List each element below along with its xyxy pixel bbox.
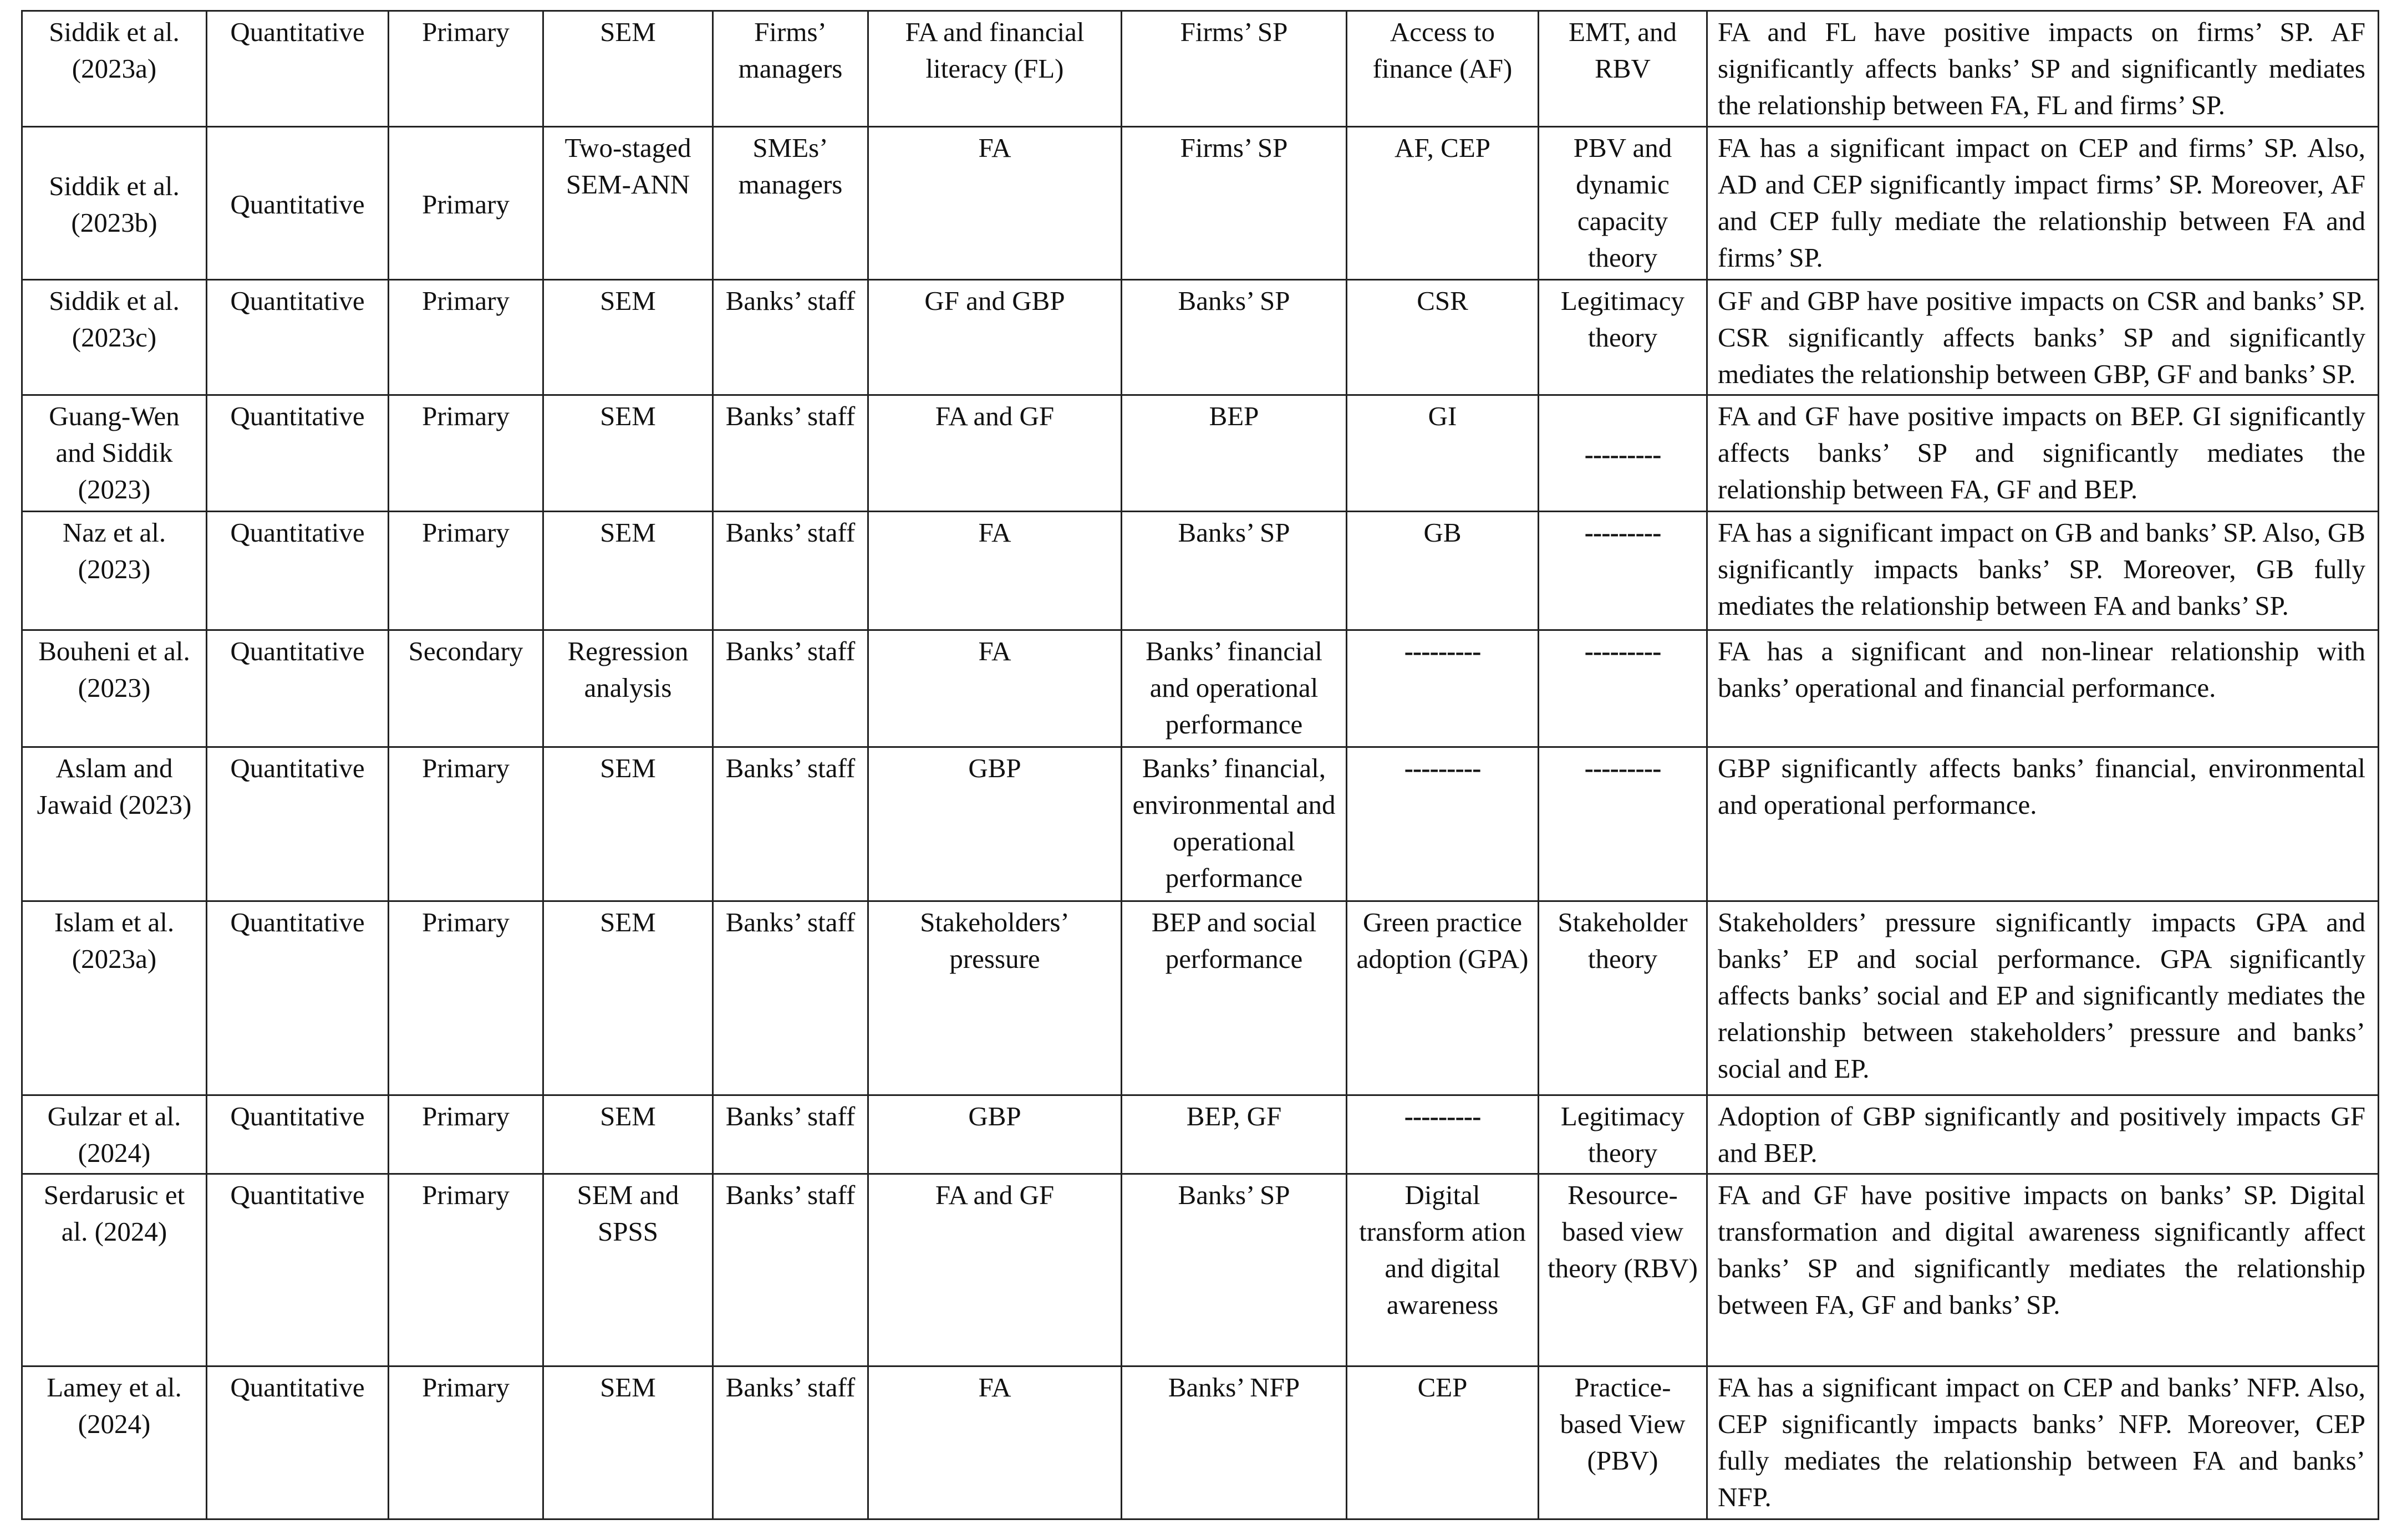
method-cell: SEM — [543, 901, 713, 1095]
study-cell: Gulzar et al. (2024) — [22, 1095, 207, 1174]
independent-variable-cell: FA and GF — [868, 395, 1122, 512]
table-row — [22, 901, 2379, 1095]
findings-cell: FA has a significant impact on CEP and firms’ SP. Also, AD and CEP significantly impact firms’ SP. Moreover, AF and CEP fully mediate the relationship between FA and firms’ SP. — [1707, 127, 2379, 280]
mediator-cell: GI — [1347, 395, 1539, 512]
dependent-variable-cell: BEP — [1122, 395, 1347, 512]
study-cell: Naz et al. (2023) — [22, 512, 207, 630]
method-cell: SEM — [543, 395, 713, 512]
findings-cell: FA and GF have positive impacts on BEP. GI significantly affects banks’ SP and significantly mediates the relationship between FA, GF and BEP. — [1707, 395, 2379, 512]
theory-cell: Practice-based View (PBV) — [1539, 1366, 1707, 1519]
mediator-cell: Access to finance (AF) — [1347, 11, 1539, 127]
independent-variable-cell: GBP — [868, 1095, 1122, 1174]
independent-variable-cell: FA and GF — [868, 1174, 1122, 1366]
study-cell: Serdarusic et al. (2024) — [22, 1174, 207, 1366]
sample-cell: Banks’ staff — [713, 395, 868, 512]
data-type-cell: Primary — [389, 11, 543, 127]
study-cell: Lamey et al. (2024) — [22, 1366, 207, 1519]
approach-cell: Quantitative — [207, 747, 389, 901]
table-row — [22, 1174, 2379, 1366]
sample-cell: Banks’ staff — [713, 512, 868, 630]
findings-cell: FA has a significant impact on GB and banks’ SP. Also, GB significantly impacts banks’ SP. Moreover, GB fully mediates the relationship between FA and banks’ SP. — [1707, 512, 2379, 630]
table-row — [22, 630, 2379, 747]
dependent-variable-cell: Banks’ financial and operational performance — [1122, 630, 1347, 747]
data-type-cell: Primary — [389, 1174, 543, 1366]
sample-cell: Banks’ staff — [713, 280, 868, 395]
dependent-variable-cell: Banks’ SP — [1122, 280, 1347, 395]
theory-cell: PBV and dynamic capacity theory — [1539, 127, 1707, 280]
findings-cell: GBP significantly affects banks’ financial, environmental and operational performance. — [1707, 747, 2379, 901]
independent-variable-cell: FA — [868, 1366, 1122, 1519]
mediator-cell: GB — [1347, 512, 1539, 630]
theory-cell: --------- — [1539, 395, 1707, 512]
findings-cell: GF and GBP have positive impacts on CSR and banks’ SP. CSR significantly affects banks’ SP and significantly mediates the relationship between GBP, GF and banks’ SP. — [1707, 280, 2379, 395]
sample-cell: Banks’ staff — [713, 1174, 868, 1366]
approach-cell: Quantitative — [207, 280, 389, 395]
study-cell: Bouheni et al. (2023) — [22, 630, 207, 747]
findings-cell: FA and GF have positive impacts on banks’ SP. Digital transformation and digital awareness significantly affect banks’ SP and significantly mediates the relationship between FA, GF and banks’ SP. — [1707, 1174, 2379, 1366]
study-cell: Islam et al. (2023a) — [22, 901, 207, 1095]
independent-variable-cell: GF and GBP — [868, 280, 1122, 395]
data-type-cell: Primary — [389, 280, 543, 395]
mediator-cell: CEP — [1347, 1366, 1539, 1519]
theory-cell: Stakeholder theory — [1539, 901, 1707, 1095]
sample-cell: Banks’ staff — [713, 630, 868, 747]
data-type-cell: Primary — [389, 1366, 543, 1519]
table-row — [22, 747, 2379, 901]
mediator-cell: Green practice adoption (GPA) — [1347, 901, 1539, 1095]
data-type-cell: Primary — [389, 395, 543, 512]
study-cell: Guang-Wen and Siddik (2023) — [22, 395, 207, 512]
theory-cell: --------- — [1539, 747, 1707, 901]
sample-cell: Banks’ staff — [713, 1366, 868, 1519]
data-type-cell: Secondary — [389, 630, 543, 747]
approach-cell: Quantitative — [207, 1095, 389, 1174]
dependent-variable-cell: Banks’ SP — [1122, 1174, 1347, 1366]
dependent-variable-cell: BEP, GF — [1122, 1095, 1347, 1174]
approach-cell: Quantitative — [207, 901, 389, 1095]
dependent-variable-cell: Banks’ NFP — [1122, 1366, 1347, 1519]
independent-variable-cell: FA — [868, 127, 1122, 280]
study-cell: Siddik et al. (2023c) — [22, 280, 207, 395]
dependent-variable-cell: Banks’ SP — [1122, 512, 1347, 630]
table-row — [22, 1095, 2379, 1174]
approach-cell: Quantitative — [207, 395, 389, 512]
method-cell: SEM and SPSS — [543, 1174, 713, 1366]
findings-cell: Stakeholders’ pressure significantly impacts GPA and banks’ EP and social performance. GPA significantly affects banks’ social and EP and significantly mediates the relationship between stakeholders’ pressure and banks’ social and EP. — [1707, 901, 2379, 1095]
independent-variable-cell: Stakeholders’ pressure — [868, 901, 1122, 1095]
mediator-cell: --------- — [1347, 747, 1539, 901]
data-type-cell: Primary — [389, 127, 543, 280]
mediator-cell: CSR — [1347, 280, 1539, 395]
dependent-variable-cell: BEP and social performance — [1122, 901, 1347, 1095]
independent-variable-cell: FA — [868, 630, 1122, 747]
mediator-cell: --------- — [1347, 630, 1539, 747]
study-cell: Siddik et al. (2023a) — [22, 11, 207, 127]
independent-variable-cell: GBP — [868, 747, 1122, 901]
method-cell: SEM — [543, 1095, 713, 1174]
sample-cell: Banks’ staff — [713, 747, 868, 901]
sample-cell: SMEs’ managers — [713, 127, 868, 280]
literature-review-table-container — [21, 10, 2378, 1520]
mediator-cell: AF, CEP — [1347, 127, 1539, 280]
theory-cell: EMT, and RBV — [1539, 11, 1707, 127]
theory-cell: --------- — [1539, 630, 1707, 747]
dependent-variable-cell: Firms’ SP — [1122, 11, 1347, 127]
method-cell: SEM — [543, 11, 713, 127]
independent-variable-cell: FA and financial literacy (FL) — [868, 11, 1122, 127]
table-row — [22, 127, 2379, 280]
table-row — [22, 280, 2379, 395]
table-row — [22, 512, 2379, 630]
method-cell: SEM — [543, 1366, 713, 1519]
sample-cell: Banks’ staff — [713, 1095, 868, 1174]
dependent-variable-cell: Firms’ SP — [1122, 127, 1347, 280]
data-type-cell: Primary — [389, 512, 543, 630]
sample-cell: Firms’ managers — [713, 11, 868, 127]
approach-cell: Quantitative — [207, 512, 389, 630]
study-cell: Siddik et al. (2023b) — [22, 127, 207, 280]
approach-cell: Quantitative — [207, 1366, 389, 1519]
findings-cell: FA has a significant and non-linear relationship with banks’ operational and financial performance. — [1707, 630, 2379, 747]
method-cell: Regression analysis — [543, 630, 713, 747]
data-type-cell: Primary — [389, 901, 543, 1095]
table-row — [22, 395, 2379, 512]
table-row — [22, 11, 2379, 127]
theory-cell: --------- — [1539, 512, 1707, 630]
method-cell: SEM — [543, 512, 713, 630]
mediator-cell: Digital transform ation and digital awareness — [1347, 1174, 1539, 1366]
approach-cell: Quantitative — [207, 1174, 389, 1366]
approach-cell: Quantitative — [207, 11, 389, 127]
table-row — [22, 1366, 2379, 1519]
method-cell: SEM — [543, 747, 713, 901]
literature-review-table — [21, 10, 2379, 1520]
findings-cell: Adoption of GBP significantly and positively impacts GF and BEP. — [1707, 1095, 2379, 1174]
approach-cell: Quantitative — [207, 127, 389, 280]
approach-cell: Quantitative — [207, 630, 389, 747]
sample-cell: Banks’ staff — [713, 901, 868, 1095]
data-type-cell: Primary — [389, 1095, 543, 1174]
study-cell: Aslam and Jawaid (2023) — [22, 747, 207, 901]
dependent-variable-cell: Banks’ financial, environmental and operational performance — [1122, 747, 1347, 901]
findings-cell: FA and FL have positive impacts on firms’ SP. AF significantly affects banks’ SP and significantly mediates the relationship between FA, FL and firms’ SP. — [1707, 11, 2379, 127]
findings-cell: FA has a significant impact on CEP and banks’ NFP. Also, CEP significantly impacts banks’ NFP. Moreover, CEP fully mediates the relationship between FA and banks’ NFP. — [1707, 1366, 2379, 1519]
theory-cell: Resource-based view theory (RBV) — [1539, 1174, 1707, 1366]
method-cell: SEM — [543, 280, 713, 395]
data-type-cell: Primary — [389, 747, 543, 901]
theory-cell: Legitimacy theory — [1539, 1095, 1707, 1174]
theory-cell: Legitimacy theory — [1539, 280, 1707, 395]
independent-variable-cell: FA — [868, 512, 1122, 630]
method-cell: Two-staged SEM-ANN — [543, 127, 713, 280]
mediator-cell: --------- — [1347, 1095, 1539, 1174]
